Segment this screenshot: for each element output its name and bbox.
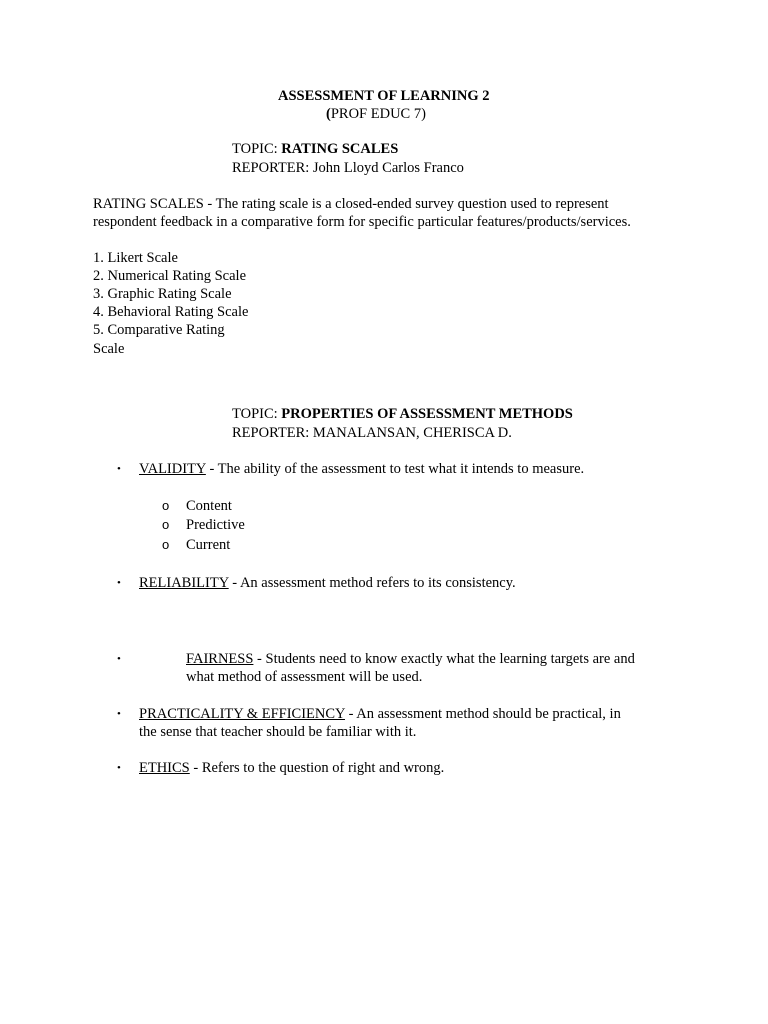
validity-term: VALIDITY — [139, 461, 206, 477]
bullet-icon: • — [117, 762, 121, 774]
ethics-item — [139, 759, 444, 777]
document-title: ASSESSMENT OF LEARNING 2 — [278, 88, 490, 104]
validity-sub-item: Current — [186, 537, 231, 553]
bullet-icon: • — [117, 708, 121, 720]
fairness-term: FAIRNESS — [186, 651, 254, 667]
validity-item — [139, 460, 584, 478]
reporter-1: REPORTER: John Lloyd Carlos Franco — [232, 160, 464, 176]
reporter-2: REPORTER: MANALANSAN, CHERISCA D. — [232, 425, 512, 441]
topic-value: RATING SCALES — [281, 141, 399, 157]
document-subtitle — [326, 105, 426, 123]
fairness-item — [186, 650, 635, 668]
list-item: 1. Likert Scale — [93, 250, 178, 266]
sub-bullet-icon: o — [162, 498, 170, 513]
reliability-item — [139, 574, 516, 592]
bullet-icon: • — [117, 577, 121, 589]
list-item: Scale — [93, 341, 125, 357]
definition-line-1: RATING SCALES - The rating scale is a closed-ended survey question used to represent — [93, 196, 609, 212]
validity-sub-item: Content — [186, 498, 232, 514]
practicality-text-line2: the sense that teacher should be familiar with it. — [139, 724, 417, 740]
bullet-icon: • — [117, 653, 121, 665]
fairness-text: - Students need to know exactly what the learning targets are and — [253, 651, 635, 667]
fairness-text-line2: what method of assessment will be used. — [186, 669, 423, 685]
subtitle-text: PROF EDUC 7) — [330, 106, 426, 122]
practicality-item — [139, 705, 621, 723]
topic-label: TOPIC: — [232, 406, 282, 422]
list-item: 4. Behavioral Rating Scale — [93, 304, 249, 320]
bullet-icon: • — [117, 463, 121, 475]
topic-value: PROPERTIES OF ASSESSMENT METHODS — [281, 406, 573, 422]
list-item: 5. Comparative Rating — [93, 322, 225, 338]
ethics-term: ETHICS — [139, 760, 190, 776]
ethics-text: - Refers to the question of right and wrong. — [189, 760, 445, 776]
practicality-text: - An assessment method should be practical, in — [344, 706, 621, 722]
reliability-text: - An assessment method refers to its consistency. — [228, 575, 516, 591]
subtitle-paren: ( — [326, 106, 331, 122]
definition-line-2: respondent feedback in a comparative form for specific particular features/products/services. — [93, 214, 631, 230]
sub-bullet-icon: o — [162, 537, 170, 552]
reliability-term: RELIABILITY — [139, 575, 229, 591]
topic-properties — [232, 405, 573, 423]
practicality-term: PRACTICALITY & EFFICIENCY — [139, 706, 345, 722]
validity-sub-item: Predictive — [186, 517, 245, 533]
sub-bullet-icon: o — [162, 517, 170, 532]
list-item: 3. Graphic Rating Scale — [93, 286, 232, 302]
topic-rating-scales — [232, 140, 398, 158]
validity-text: - The ability of the assessment to test what it intends to measure. — [205, 461, 585, 477]
list-item: 2. Numerical Rating Scale — [93, 268, 247, 284]
topic-label: TOPIC: — [232, 141, 282, 157]
